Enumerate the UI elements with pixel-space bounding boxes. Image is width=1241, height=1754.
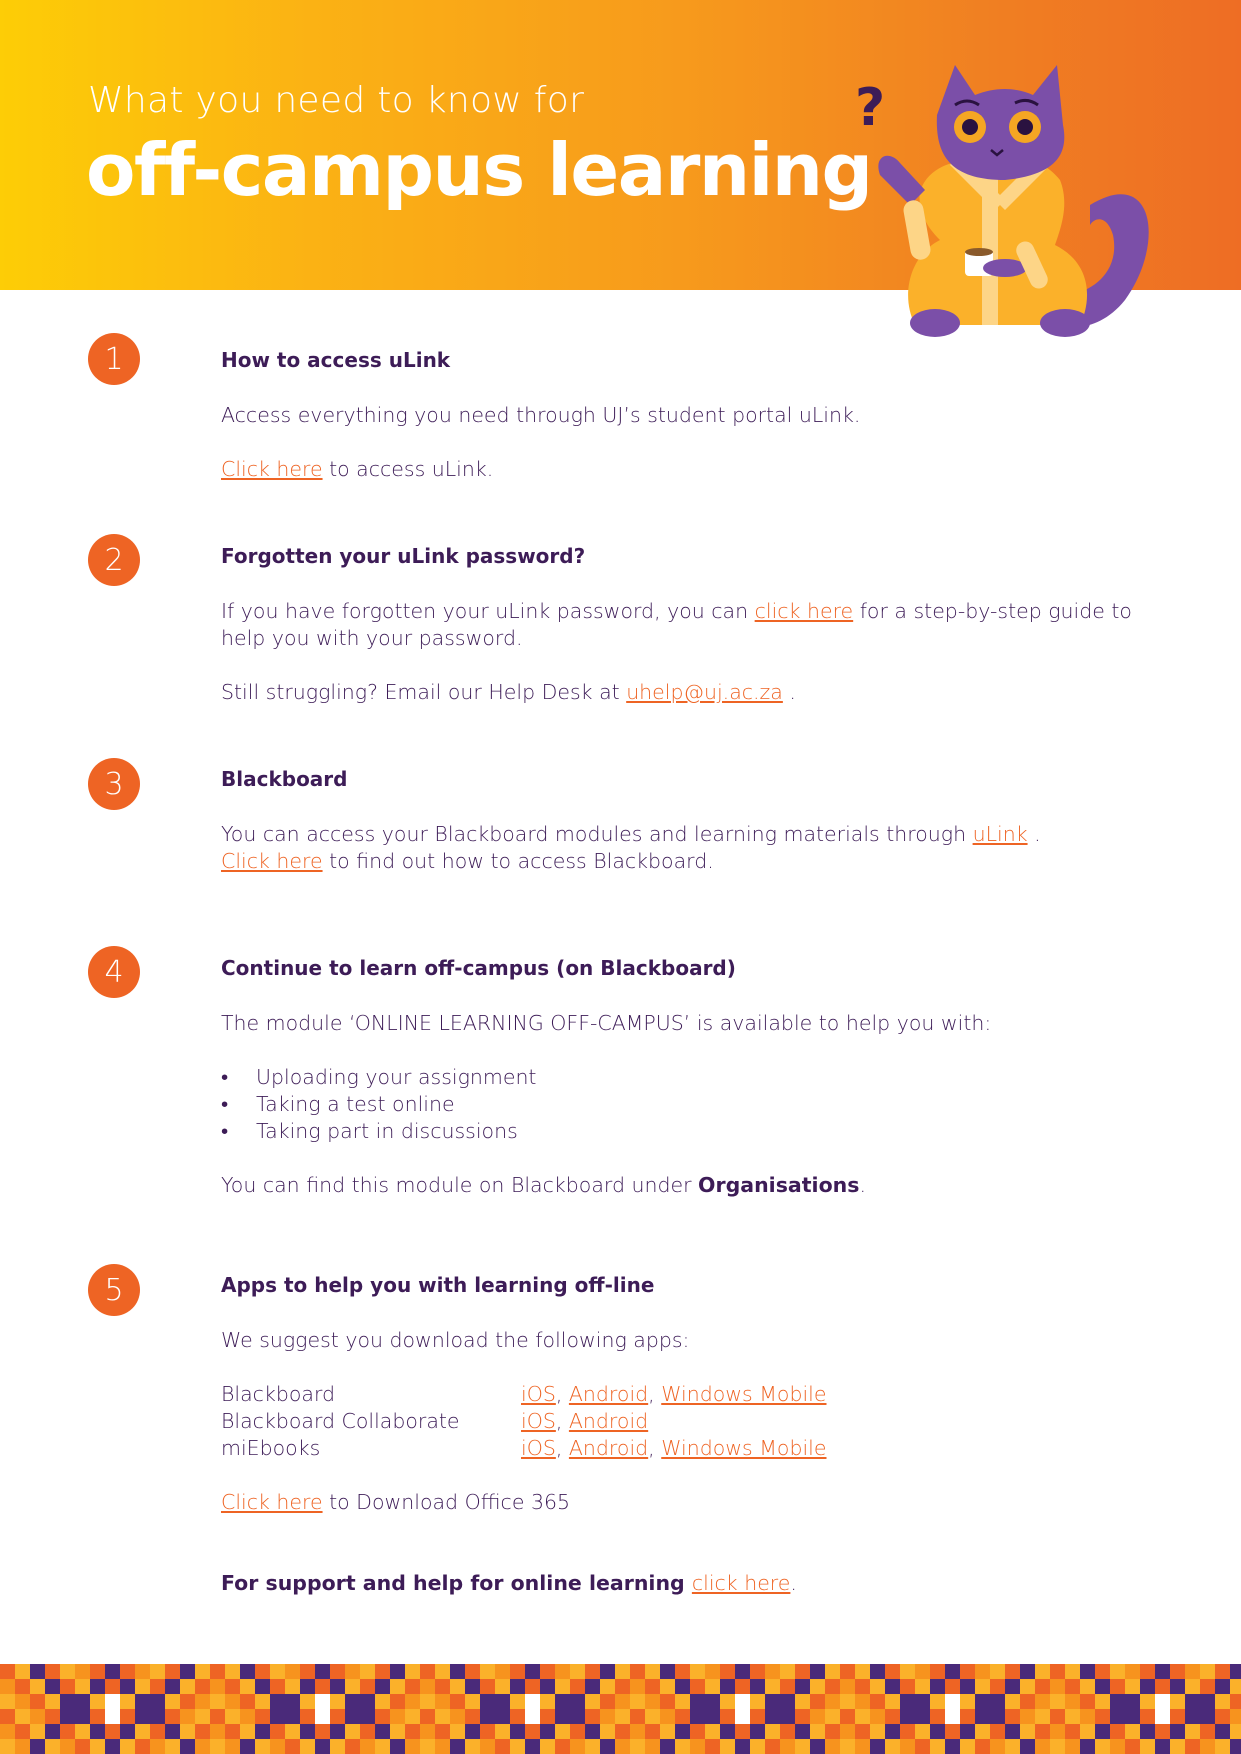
app-name: miEbooks [221, 1436, 321, 1460]
section-forgotten-password [221, 543, 1161, 706]
section-text: We suggest you download the following apps: [221, 1328, 690, 1352]
blackboard-android-link[interactable]: Android [568, 1382, 649, 1406]
section-learn-off-campus [221, 955, 1161, 1199]
list-item: • Taking part in discussions [221, 1118, 1161, 1145]
helpdesk-email-link[interactable]: uhelp@uj.ac.za [626, 680, 783, 704]
section-text: Access everything you need through UJ’s student portal uLink. [221, 403, 861, 427]
helpdesk-line: Still struggling? Email our Help Desk at uhelp@uj.ac.za . [221, 680, 796, 704]
section-text: If you have forgotten your uLink password, you can click here for a step-by-step guide to help you with your password. [221, 599, 1132, 650]
organisations-line: You can find this module on Blackboard under Organisations. [221, 1173, 866, 1197]
app-links: iOS, Android, Windows Mobile [521, 1436, 827, 1460]
footer-pattern [0, 1664, 1241, 1754]
step-number-4: 4 [88, 946, 140, 998]
step-number-3: 3 [88, 758, 140, 810]
ulink-click-here-link[interactable]: Click here [221, 457, 323, 481]
app-links: iOS, Android [521, 1409, 649, 1433]
section-text: You can access your Blackboard modules and learning materials through uLink . [221, 822, 1041, 846]
app-name: Blackboard Collaborate [221, 1409, 460, 1433]
section-link-line: Click here to find out how to access Blackboard. [221, 849, 714, 873]
section-blackboard [221, 766, 1161, 875]
app-name: Blackboard [221, 1382, 336, 1406]
office-line: Click here to Download Office 365 [221, 1490, 571, 1514]
section-heading: Blackboard [221, 767, 348, 791]
section-text: The module ‘ONLINE LEARNING OFF-CAMPUS’ is available to help you with: [221, 1011, 992, 1035]
miebooks-windows-link[interactable]: Windows Mobile [661, 1436, 827, 1460]
organisations-label: Organisations [698, 1173, 860, 1197]
step-number-5: 5 [88, 1264, 140, 1316]
cat-mascot-illustration [855, 55, 1165, 355]
feature-list [221, 1064, 1161, 1145]
miebooks-ios-link[interactable]: iOS [521, 1436, 556, 1460]
section-apps [221, 1272, 1161, 1597]
collaborate-android-link[interactable]: Android [568, 1409, 649, 1433]
list-item: • Taking a test online [221, 1091, 1161, 1118]
blackboard-click-here-link[interactable]: Click here [221, 849, 323, 873]
collaborate-ios-link[interactable]: iOS [521, 1409, 556, 1433]
support-line: For support and help for online learning click here. [221, 1571, 797, 1595]
apps-table [221, 1381, 1161, 1462]
section-heading: Forgotten your uLink password? [221, 544, 586, 568]
page-title: off-campus learning [86, 128, 872, 212]
step-number-1: 1 [88, 333, 140, 385]
section-heading: Continue to learn off-campus (on Blackboard) [221, 956, 736, 980]
office365-click-here-link[interactable]: Click here [221, 1490, 323, 1514]
list-item: • Uploading your assignment [221, 1064, 1161, 1091]
step-number-2: 2 [88, 534, 140, 586]
app-links: iOS, Android, Windows Mobile [521, 1382, 827, 1406]
section-heading: How to access uLink [221, 348, 451, 372]
blackboard-ios-link[interactable]: iOS [521, 1382, 556, 1406]
section-access-ulink [221, 347, 1161, 483]
section-heading: Apps to help you with learning off-line [221, 1273, 655, 1297]
password-guide-link[interactable]: click here [754, 599, 854, 623]
question-mark: ? [855, 78, 886, 138]
ulink-link[interactable]: uLink [972, 822, 1028, 846]
support-click-here-link[interactable]: click here [691, 1571, 791, 1595]
blackboard-windows-link[interactable]: Windows Mobile [661, 1382, 827, 1406]
section-link-line: Click here to access uLink. [221, 457, 494, 481]
miebooks-android-link[interactable]: Android [568, 1436, 649, 1460]
header-kicker: What you need to know for [88, 80, 585, 121]
